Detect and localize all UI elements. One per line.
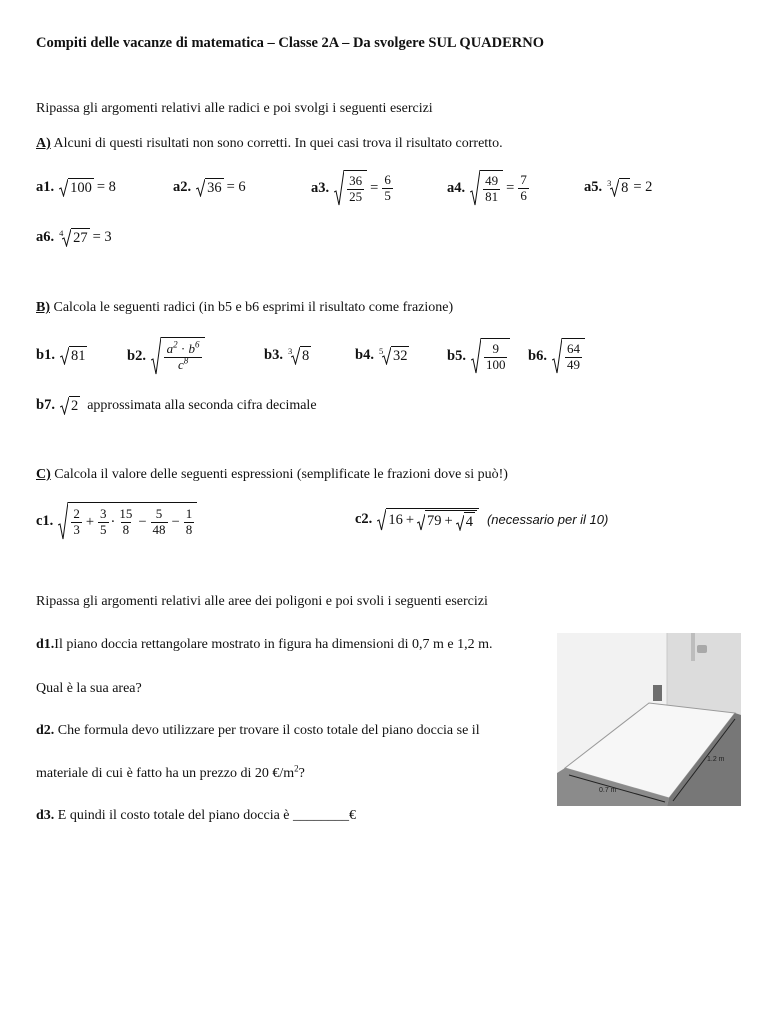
exercise-c1 <box>36 502 197 540</box>
b4-sqrt <box>379 346 410 365</box>
a5-label: a5. <box>584 179 603 195</box>
c1-f4-den: 48 <box>152 521 166 537</box>
b7-radicand: 2 <box>70 398 79 414</box>
b1-label: b1. <box>36 347 55 363</box>
radical-icon <box>151 337 161 375</box>
c1-op-minus-2: − <box>171 513 180 530</box>
b5-label: b5. <box>447 347 466 364</box>
exercise-d1 <box>36 637 492 653</box>
radical-icon <box>417 510 425 531</box>
d2-question-mark: ? <box>298 766 305 781</box>
a4-result-num: 7 <box>520 171 527 187</box>
a2-result: = 6 <box>226 179 246 195</box>
intro-roots: Ripassa gli argomenti relativi alle radici e poi svolgi i seguenti esercizi <box>36 101 433 116</box>
b4-radicand: 32 <box>392 348 408 364</box>
section-a-letter: A) <box>36 136 51 151</box>
b4-index: 5 <box>378 346 384 356</box>
a6-result: = 3 <box>92 229 112 245</box>
b7-sqrt <box>60 396 80 415</box>
b2-exp-c: 8 <box>183 355 189 366</box>
c2-note: (necessario per il 10) <box>486 512 609 527</box>
section-a-heading <box>36 136 503 152</box>
exercise-b1 <box>36 346 87 365</box>
a4-denominator: 81 <box>485 188 499 204</box>
b7-label: b7. <box>36 397 55 413</box>
c2-op-plus-2: + <box>444 513 453 529</box>
d3-text: E quindi il costo totale del piano doccia è ________€ <box>54 808 357 823</box>
section-b-heading <box>36 300 453 316</box>
radical-icon <box>334 170 344 206</box>
b1-radicand: 81 <box>70 348 86 364</box>
b4-label: b4. <box>355 347 374 363</box>
a5-result: = 2 <box>633 179 653 195</box>
c1-label: c1. <box>36 512 54 529</box>
section-a-text: Alcuni di questi risultati non sono corretti. In quei casi trova il risultato corretto. <box>50 136 503 151</box>
radical-icon <box>59 228 71 247</box>
section-b-letter: B) <box>36 300 50 315</box>
radical-icon <box>379 346 391 365</box>
a6-index: 4 <box>59 228 64 238</box>
a1-radicand: 100 <box>70 180 92 196</box>
b6-denominator: 49 <box>566 356 580 372</box>
c2-term-c: 4 <box>465 514 473 530</box>
b2-denominator <box>164 357 202 373</box>
c1-f3-den: 8 <box>122 521 130 537</box>
photo-label-1-2: 1.2 m <box>707 756 725 763</box>
c2-innermost-sqrt <box>456 512 475 531</box>
exercise-a5 <box>584 178 652 197</box>
exercise-a3 <box>311 170 394 206</box>
a3-equals: = <box>370 179 379 196</box>
radical-icon <box>196 178 205 197</box>
a3-numerator: 36 <box>349 172 363 188</box>
b5-sqrt <box>471 338 511 374</box>
b7-text: approssimata alla seconda cifra decimale <box>87 397 317 413</box>
exercise-c2 <box>355 508 608 531</box>
section-b-text: Calcola le seguenti radici (in b5 e b6 esprimi il risultato come frazione) <box>50 300 454 315</box>
b3-radicand: 8 <box>301 348 310 364</box>
b2-exp-a: 2 <box>173 339 178 350</box>
radical-icon <box>58 502 68 540</box>
radical-icon <box>60 346 69 365</box>
d2-text: Che formula devo utilizzare per trovare il costo totale del piano doccia se il <box>54 723 480 738</box>
exercise-b4 <box>355 346 409 365</box>
page-title: Compiti delle vacanze di matematica – Classe 2A – Da svolgere SUL QUADERNO <box>36 35 544 51</box>
b6-label: b6. <box>528 347 547 364</box>
c2-inner-sqrt <box>417 510 477 531</box>
b2-label: b2. <box>127 347 146 364</box>
exercise-a1 <box>36 178 116 197</box>
a3-result-den: 5 <box>384 187 391 203</box>
c1-f1-den: 3 <box>73 521 80 537</box>
b2-var-b: b <box>188 340 196 356</box>
d3-label: d3. <box>36 808 55 823</box>
a1-result: = 8 <box>96 179 116 195</box>
a4-equals: = <box>506 179 515 196</box>
b3-label: b3. <box>264 347 283 363</box>
section-c-text: Calcola il valore delle seguenti espressioni (semplificate le frazioni dove si può!) <box>50 467 508 482</box>
exercise-a6 <box>36 228 112 247</box>
a5-index: 3 <box>607 178 612 188</box>
a5-sqrt <box>607 178 630 197</box>
radical-icon <box>60 396 69 415</box>
b2-var-a: a <box>166 340 174 356</box>
d2-label: d2. <box>36 723 55 738</box>
a2-sqrt <box>196 178 224 197</box>
b1-sqrt <box>60 346 88 365</box>
a6-sqrt <box>59 228 90 247</box>
c1-op-minus-1: − <box>138 513 147 530</box>
c1-f5-den: 8 <box>185 521 193 537</box>
exercise-a4 <box>447 170 530 206</box>
b3-sqrt <box>288 346 311 365</box>
radical-icon <box>456 512 464 531</box>
section-c-heading <box>36 467 508 483</box>
a4-sqrt <box>470 170 503 206</box>
shower-tray-photo <box>557 633 741 806</box>
c1-sqrt <box>58 502 197 540</box>
b6-numerator: 64 <box>566 340 580 356</box>
b2-var-c: c <box>177 356 184 372</box>
b6-sqrt <box>552 338 585 374</box>
d2-price-text: materiale di cui è fatto ha un prezzo di 20 €/m <box>36 766 295 781</box>
radical-icon <box>552 338 562 374</box>
a2-radicand: 36 <box>207 180 222 196</box>
c2-term-a: 16 <box>388 512 403 528</box>
intro-areas: Ripassa gli argomenti relativi alle aree dei poligoni e poi svoli i seguenti esercizi <box>36 594 488 609</box>
d1-text: Il piano doccia rettangolare mostrato in figura ha dimensioni di 0,7 m e 1,2 m. <box>54 637 493 652</box>
c1-op-plus: + <box>85 513 94 530</box>
b2-sqrt <box>151 337 205 375</box>
exercise-b3 <box>264 346 311 365</box>
c1-f1-num: 2 <box>73 505 80 521</box>
a4-result-den: 6 <box>520 187 527 203</box>
exercise-b5 <box>447 338 510 374</box>
c2-outer-sqrt <box>377 508 479 531</box>
exercise-b2 <box>127 337 205 375</box>
b2-exp-b: 6 <box>195 339 200 350</box>
a2-label: a2. <box>173 179 192 195</box>
a6-label: a6. <box>36 229 55 245</box>
c2-term-b: 79 <box>427 513 442 529</box>
c1-f3-num: 15 <box>119 505 133 521</box>
a3-sqrt <box>334 170 367 206</box>
d2-price-exponent: 2 <box>294 763 299 774</box>
radical-icon <box>607 178 619 197</box>
a4-label: a4. <box>447 179 466 196</box>
a1-sqrt <box>59 178 94 197</box>
exercise-b6 <box>528 338 585 374</box>
c1-f4-num: 5 <box>155 505 163 521</box>
c1-f2-num: 3 <box>100 505 107 521</box>
photo-label-0-7: 0.7 m <box>599 787 617 794</box>
radical-icon <box>288 346 300 365</box>
b5-numerator: 9 <box>492 340 499 356</box>
radical-icon <box>471 338 481 374</box>
b2-dot: · <box>177 340 189 356</box>
section-c-letter: C) <box>36 467 51 482</box>
a1-label: a1. <box>36 179 55 195</box>
exercise-a2 <box>173 178 246 197</box>
c1-op-dot: · <box>110 513 116 530</box>
radical-icon <box>59 178 68 197</box>
exercise-d2 <box>36 723 480 739</box>
exercise-d3 <box>36 808 356 824</box>
a4-numerator: 49 <box>485 172 499 188</box>
a3-denominator: 25 <box>349 188 363 204</box>
exercise-b7 <box>36 396 317 415</box>
d1-question: Qual è la sua area? <box>36 681 142 696</box>
d2-continuation <box>36 763 305 782</box>
a5-radicand: 8 <box>621 180 629 196</box>
b3-index: 3 <box>287 346 293 356</box>
radical-icon <box>377 508 386 531</box>
a3-result-num: 6 <box>384 171 391 187</box>
b5-denominator: 100 <box>485 356 506 372</box>
c1-f5-num: 1 <box>185 505 193 521</box>
a3-label: a3. <box>311 179 330 196</box>
a6-radicand: 27 <box>73 230 88 246</box>
c2-label: c2. <box>355 511 373 527</box>
c2-op-plus-1: + <box>405 512 414 528</box>
d1-label: d1. <box>36 637 55 652</box>
c1-f2-den: 5 <box>100 521 107 537</box>
radical-icon <box>470 170 480 206</box>
